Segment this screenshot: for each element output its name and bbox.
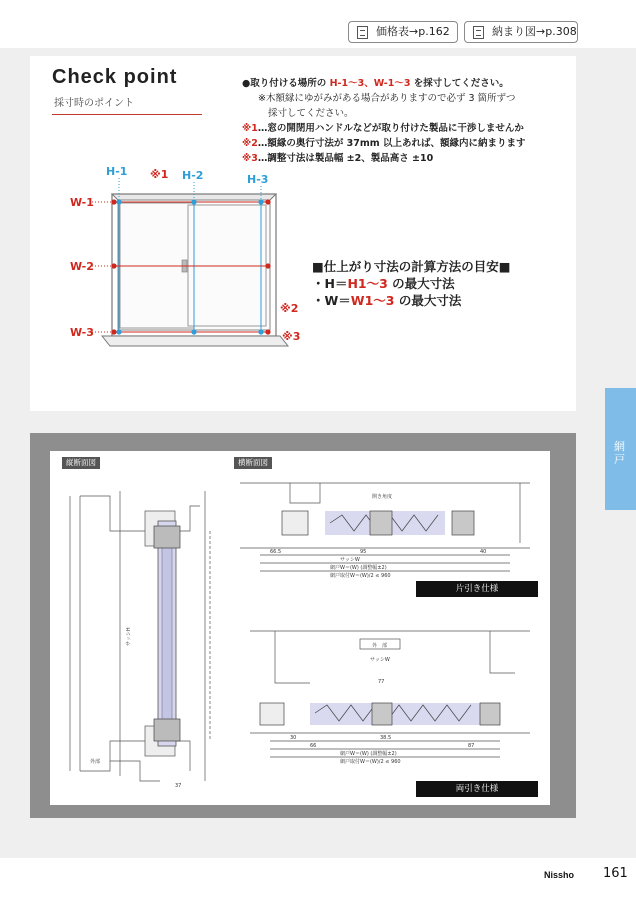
note1-marker: ※1 (150, 168, 169, 181)
page-number: 161 (603, 866, 628, 881)
category-tab-label: 網戸 (614, 440, 625, 466)
note-2: ※2…額縁の奥行寸法が 37mm 以上あれば、額縁内に納まります (242, 138, 526, 149)
screen-mount-w-formula-2: 網戸取付W＝(W)/2 ≤ 960 (340, 759, 401, 765)
dim-40: 40 (480, 549, 487, 555)
outside-label: 外部 (90, 759, 101, 765)
dim-30: 30 (290, 735, 297, 741)
dim-38-5: 38.5 (380, 735, 392, 741)
double-sliding-spec-label: 両引き仕様 (416, 781, 538, 797)
open-angle-label: 開き角度 (372, 494, 393, 500)
note2-marker: ※2 (280, 302, 299, 315)
dim-66-5: 66.5 (270, 549, 282, 555)
brand-logo: Nissho (544, 870, 575, 880)
check-point-subtitle: 採寸時のポイント (54, 98, 134, 109)
screen-mount-w-formula: 網戸取付W＝(W)/2 ≤ 960 (330, 573, 391, 579)
h2-label: H-2 (182, 169, 204, 182)
screen-w-formula-2: 網戸W＝(W) (調整幅±2) (340, 751, 397, 757)
w2-label: W-2 (70, 260, 94, 273)
calc-width: ・W＝W1〜3 の最大寸法 (312, 293, 462, 308)
dim-87: 87 (468, 743, 475, 749)
outside-label-2: 外 部 (372, 643, 388, 649)
calc-height: ・H＝H1〜3 の最大寸法 (312, 276, 455, 291)
price-list-link[interactable] (348, 21, 458, 43)
installation-drawing-link[interactable] (464, 21, 578, 43)
document-icon (473, 26, 484, 39)
w1-label: W-1 (70, 196, 94, 209)
note-warning-cont: 採寸してください。 (268, 108, 354, 119)
w3-label: W-3 (70, 326, 94, 339)
sash-h-label: サッシH (126, 627, 132, 646)
note-warning: ※木額縁にゆがみがある場合がありますので必ず 3 箇所ずつ (258, 93, 516, 104)
dim-66: 66 (310, 743, 317, 749)
horizontal-section-tag: 横断面図 (234, 457, 272, 469)
calculation-guide (312, 258, 511, 309)
h3-label: H-3 (247, 173, 269, 186)
note-main: ●取り付ける場所の H-1〜3、W-1〜3 を採寸してください。 (242, 78, 509, 89)
note-1: ※1…窓の開閉用ハンドルなどが取り付けた製品に干渉しませんか (242, 123, 524, 134)
category-tab-screen-door[interactable] (605, 388, 636, 510)
single-sliding-spec-label: 片引き仕様 (416, 581, 538, 597)
screen-w-formula: 網戸W＝(W) (調整幅±2) (330, 565, 387, 571)
h1-label: H-1 (106, 165, 128, 178)
vertical-section-drawing (50, 471, 230, 801)
horizontal-section-double (230, 623, 550, 773)
measurement-notes (242, 76, 526, 166)
installation-drawing-label: 納まり図→p.308 (492, 25, 577, 38)
check-point-title: Check point (52, 66, 178, 88)
note3-marker: ※3 (282, 330, 301, 343)
sash-w-label: サッシW (340, 557, 360, 563)
horizontal-section-single (230, 473, 550, 583)
check-point-card (30, 56, 576, 411)
dim-95: 95 (360, 549, 367, 555)
dim-77: 77 (378, 679, 385, 685)
calc-heading: ■仕上がり寸法の計算方法の目安■ (312, 259, 511, 274)
dim-37-vertical: 37 (175, 783, 182, 789)
title-underline (52, 114, 202, 115)
price-list-label: 価格表→p.162 (376, 25, 450, 38)
document-icon (357, 26, 368, 39)
note-3: ※3…調整寸法は製品幅 ±2、製品高さ ±10 (242, 153, 434, 164)
drawing-sheet (50, 451, 550, 805)
sash-w-label-2: サッシW (370, 657, 390, 663)
window-measurement-diagram (30, 156, 310, 356)
vertical-section-tag: 縦断面図 (62, 457, 100, 469)
